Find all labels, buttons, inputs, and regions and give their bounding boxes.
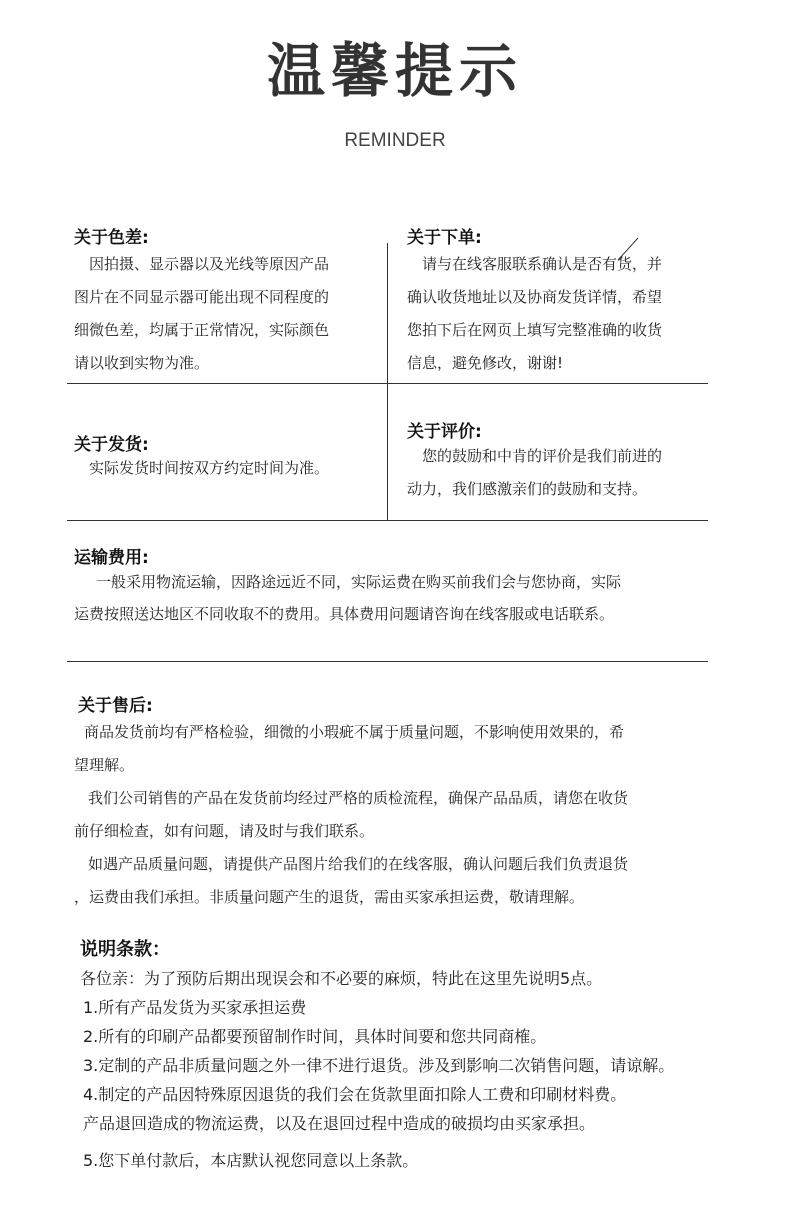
grid-divider-vertical-bottom bbox=[387, 384, 388, 521]
text-line: 您拍下后在网页上填写完整准确的收货 bbox=[407, 321, 663, 339]
term-line: 4.制定的产品因特殊原因退货的我们会在货款里面扣除人工费和印刷材料费。 bbox=[83, 1085, 627, 1104]
text-line: 请与在线客服联系确认是否有货，并 bbox=[422, 255, 663, 273]
term-line: 各位亲：为了预防后期出现误会和不必要的麻烦，特此在这里先说明5点。 bbox=[80, 969, 603, 988]
section-title-color-difference: 关于色差: bbox=[74, 228, 149, 248]
section-title-shipping: 关于发货: bbox=[74, 435, 149, 455]
section-title-terms: 说明条款： bbox=[80, 939, 170, 960]
section-body-freight bbox=[74, 566, 621, 630]
section-body-color-difference bbox=[74, 248, 329, 380]
section-title-freight: 运输费用: bbox=[74, 548, 149, 568]
text-line: 运费按照送达地区不同收取不的费用。具体费用问题请咨询在线客服或电话联系。 bbox=[74, 605, 615, 623]
text-line: 信息，避免修改，谢谢! bbox=[407, 354, 564, 372]
text-line: 商品发货前均有严格检验，细微的小瑕疵不属于质量问题，不影响使用效果的，希 bbox=[84, 723, 625, 741]
term-line: 产品退回造成的物流运费，以及在退回过程中造成的破损均由买家承担。 bbox=[83, 1114, 596, 1133]
text-line: ，运费由我们承担。非质量问题产生的退货，需由买家承担运费，敬请理解。 bbox=[74, 888, 585, 906]
text-line: 望理解。 bbox=[74, 756, 135, 774]
text-line: 您的鼓励和中肯的评价是我们前进的 bbox=[422, 447, 663, 465]
term-line: 5.您下单付款后，本店默认视您同意以上条款。 bbox=[83, 1151, 419, 1170]
text-line: 确认收货地址以及协商发货详情，希望 bbox=[407, 288, 663, 306]
term-line: 3.定制的产品非质量问题之外一律不进行退货。涉及到影响二次销售问题，请谅解。 bbox=[83, 1056, 675, 1075]
section-body-review bbox=[407, 440, 662, 506]
section-title-after-sales: 关于售后: bbox=[78, 696, 153, 716]
section-body-after-sales bbox=[74, 716, 628, 914]
page-subtitle: REMINDER bbox=[344, 130, 446, 151]
section-title-review: 关于评价: bbox=[407, 422, 482, 442]
term-line: 2.所有的印刷产品都要预留制作时间，具体时间要和您共同商榷。 bbox=[83, 1027, 547, 1046]
text-line: 前仔细检查，如有问题，请及时与我们联系。 bbox=[74, 822, 375, 840]
text-line: 一般采用物流运输，因路途远近不同，实际运费在购买前我们会与您协商，实际 bbox=[96, 573, 622, 591]
section-title-order: 关于下单: bbox=[407, 228, 482, 248]
section-body-shipping bbox=[74, 452, 329, 485]
text-line: 图片在不同显示器可能出现不同程度的 bbox=[74, 288, 330, 306]
text-line: 因拍摄、显示器以及光线等原因产品 bbox=[89, 255, 330, 273]
grid-divider-horizontal-2 bbox=[67, 520, 708, 521]
text-line: 细微色差，均属于正常情况，实际颜色 bbox=[74, 321, 330, 339]
text-line: 请以收到实物为准。 bbox=[74, 354, 210, 372]
grid-divider-vertical-top bbox=[387, 243, 388, 384]
text-line: 我们公司销售的产品在发货前均经过严格的质检流程，确保产品品质，请您在收货 bbox=[88, 789, 629, 807]
term-line: 1.所有产品发货为买家承担运费 bbox=[83, 998, 307, 1017]
text-line: 如遇产品质量问题，请提供产品图片给我们的在线客服，确认问题后我们负责退货 bbox=[88, 855, 629, 873]
section-body-terms bbox=[80, 964, 674, 1175]
page-title: 温馨提示 bbox=[266, 37, 523, 105]
text-line: 实际发货时间按双方约定时间为准。 bbox=[89, 459, 330, 477]
text-line: 动力，我们感激亲们的鼓励和支持。 bbox=[407, 480, 648, 498]
section-divider bbox=[67, 661, 708, 662]
section-body-order bbox=[407, 248, 662, 380]
